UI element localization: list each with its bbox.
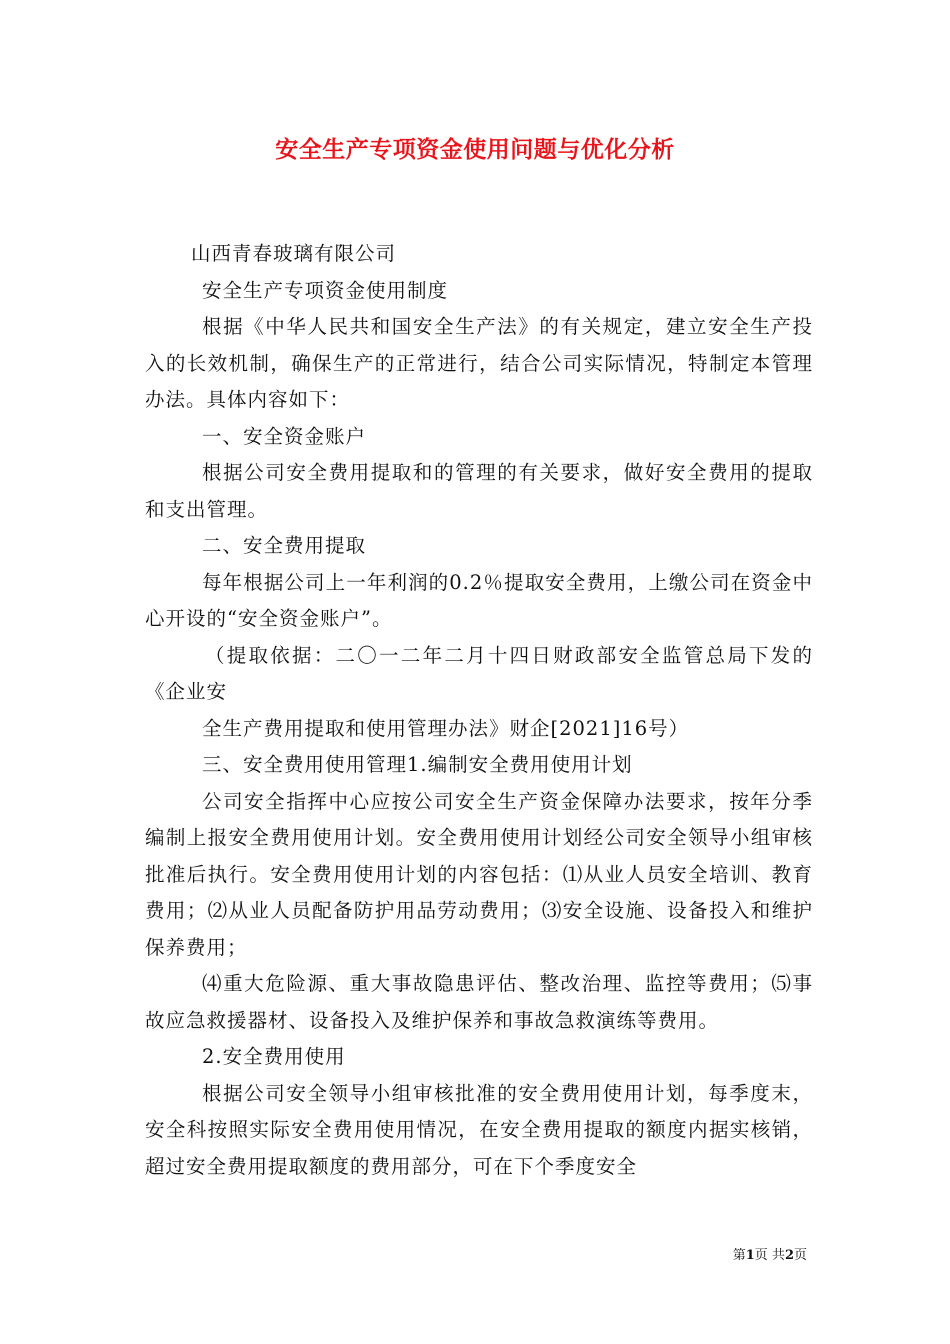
section-2-paragraph: 每年根据公司上一年利润的0.2％提取安全费用，上缴公司在资金中心开设的“安全资金账户”。	[145, 570, 813, 630]
subsection-2-paragraph: 根据公司安全领导小组审核批准的安全费用使用计划，每季度末，安全科按照实际安全费用使用情况，在安全费用提取的额度内据实核销，超过安全费用提取额度的费用部分，可在下个季度安全	[145, 1081, 813, 1178]
section-3-items-paragraph: ⑷重大危险源、重大事故隐患评估、整改治理、监控等费用；⑸事故应急救援器材、设备投入及维护保养和事故急救演练等费用。	[145, 972, 813, 1032]
section-1-paragraph: 根据公司安全费用提取和的管理的有关要求，做好安全费用的提取和支出管理。	[145, 461, 813, 521]
section-heading-3: 三、安全费用使用管理1.编制安全费用使用计划	[202, 753, 633, 776]
regulation-title: 安全生产专项资金使用制度	[202, 278, 449, 302]
basis-paragraph-line-2: 全生产费用提取和使用管理办法》财企[2021]16号）	[202, 716, 690, 740]
basis-paragraph-line-1: （提取依据：二〇一二年二月十四日财政部安全监管总局下发的《企业安	[145, 643, 813, 703]
footer-prefix: 第	[732, 1248, 746, 1263]
section-heading-2: 二、安全费用提取	[202, 534, 367, 557]
document-title: 安全生产专项资金使用问题与优化分析	[275, 136, 675, 163]
footer-total-pages: 2	[784, 1248, 794, 1263]
document-body	[145, 236, 813, 1185]
company-name: 山西青春玻璃有限公司	[191, 242, 397, 265]
footer-page-number: 1	[745, 1248, 755, 1263]
section-heading-1: 一、安全资金账户	[202, 424, 367, 448]
subsection-heading-2: 2.安全费用使用	[202, 1045, 346, 1068]
intro-paragraph: 根据《中华人民共和国安全生产法》的有关规定，建立安全生产投入的长效机制，确保生产的正常进行，结合公司实际情况，特制定本管理办法。具体内容如下：	[145, 315, 813, 411]
footer-middle: 页 共	[754, 1248, 785, 1263]
footer-suffix: 页	[793, 1248, 807, 1263]
page-footer	[733, 1247, 807, 1265]
section-3-paragraph: 公司安全指挥中心应按公司安全生产资金保障办法要求，按年分季编制上报安全费用使用计划。安全费用使用计划经公司安全领导小组审核批准后执行。安全费用使用计划的内容包括：⑴从业人员安全培训、教育费用；⑵从业人员配备防护用品劳动费用；⑶安全设施、设备投入和维护保养费用；	[145, 789, 813, 959]
